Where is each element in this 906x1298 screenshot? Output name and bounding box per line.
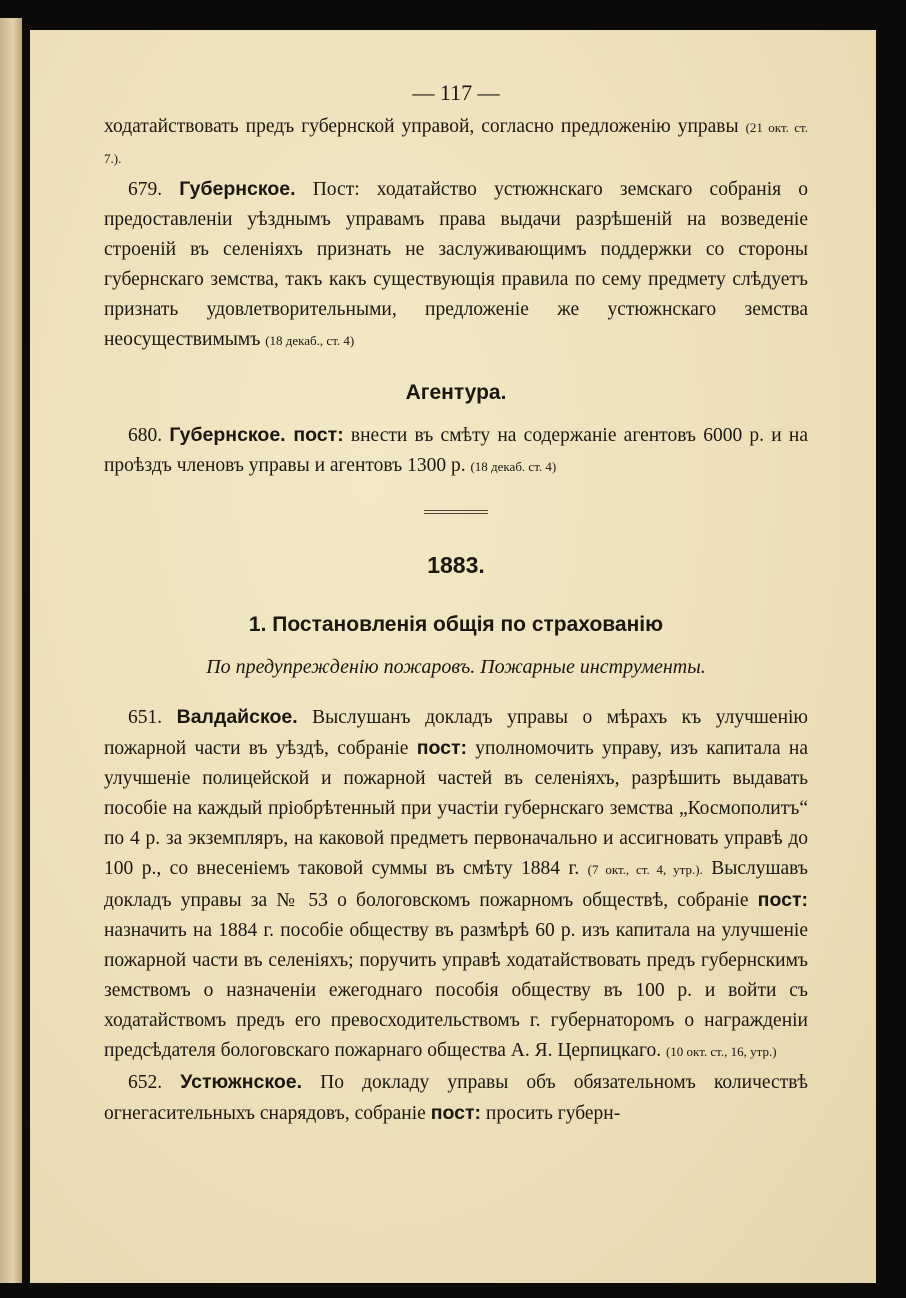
section-heading: 1. Постановленiя общiя по страхованiю bbox=[248, 613, 664, 636]
item-label: Устюжнское. bbox=[180, 1071, 303, 1093]
paragraph-text: Выслушанъ докладъ управы о мѣрахъ къ улучшенiю пожарной части въ уѣздѣ, собранiе bbox=[104, 707, 809, 759]
adjacent-page-edge bbox=[0, 18, 22, 1283]
item-number: 680. bbox=[128, 425, 163, 446]
post-keyword: пост: bbox=[757, 889, 808, 911]
year-heading: 1883. bbox=[427, 552, 485, 578]
reference: (21 окт. ст. 7.). bbox=[104, 120, 808, 166]
item-label: Валдайское. bbox=[176, 706, 298, 728]
paragraph-text: Выслушавъ докладъ управы за № 53 о бологовскомъ пожарномъ обществѣ, собранiе bbox=[104, 858, 808, 911]
item-label: Губернское. bbox=[179, 178, 296, 200]
paragraph-text: По докладу управы объ обязательномъ количествѣ огнегасительныхъ снарядовъ, собранiе bbox=[104, 1072, 809, 1124]
item-number: 652. bbox=[128, 1072, 163, 1093]
paragraph-680 bbox=[104, 420, 808, 482]
paragraph-text: ходатайствовать предъ губернской управой, согласно предложенiю управы bbox=[104, 116, 746, 137]
reference: (7 окт., ст. 4, утр.). bbox=[587, 862, 703, 877]
item-number: 651. bbox=[128, 707, 163, 728]
paragraph-text: просить губерн- bbox=[481, 1103, 621, 1124]
reference: (18 декаб., ст. 4) bbox=[265, 333, 355, 348]
section-heading-agentura: Агентура. bbox=[405, 381, 507, 404]
paragraph-text: назначить на 1884 г. пособiе обществу въ размѣрѣ 60 р. изъ капитала на улучшенiе пожарной части въ селенiяхъ; поручить управѣ ходатайствовать предъ губернскимъ земствомъ о назначенiи ежегоднаго пособiя обществу въ 100 р. и войти съ ходатайствомъ предъ его превосходительствомъ г. губернаторомъ о награжденiи предсѣдателя бологовскаго пожарнаго общества А. Я. Церпицкаго. bbox=[104, 920, 808, 1061]
paragraph-651 bbox=[104, 702, 808, 1067]
reference: (18 декаб. ст. 4) bbox=[470, 459, 557, 474]
item-label: Губернское. bbox=[169, 424, 286, 446]
paragraph-text: уполномочить управу, изъ капитала на улучшенiе полицейской и пожарной частей въ селенiяхъ, разрѣшить выдавать пособiе на каждый прiобрѣтенный при участiи губернскаго земства „Космополитъ“ по 4 р. за экземпляръ, на каковой предметъ первоначально и ассигновать управѣ до 100 р., со внесенiемъ таковой суммы въ смѣту 1884 г. bbox=[104, 738, 808, 879]
page-number: — 117 — bbox=[412, 80, 500, 105]
reference: (10 окт. ст., 16, утр.) bbox=[665, 1044, 777, 1059]
paragraph-continuation bbox=[104, 112, 808, 174]
paragraph-652 bbox=[104, 1067, 808, 1129]
paragraph-text: внести въ смѣту на содержанiе агентовъ 6000 р. и на проѣздъ членовъ управы и агентовъ 1300 р. bbox=[104, 425, 809, 476]
paragraph-679 bbox=[104, 174, 808, 356]
item-number: 679. bbox=[128, 179, 163, 200]
document-page bbox=[30, 30, 876, 1283]
post-keyword: пост: bbox=[285, 424, 344, 446]
post-keyword: пост: bbox=[430, 1102, 482, 1124]
post-keyword: пост: bbox=[416, 737, 468, 759]
section-subtitle: По предупрежденiю пожаровъ. Пожарные инструменты. bbox=[206, 656, 706, 678]
page-text-block bbox=[104, 78, 808, 1129]
paragraph-text: Пост: ходатайство устюжнскаго земскаго собранiя о предоставленiи уѣзднымъ управамъ права выдачи разрѣшенiй на возведенiе строенiй въ селенiяхъ признать не заслуживающимъ поддержки со стороны губернскаго земства, такъ какъ существующiя правила по сему предмету слѣдуетъ признать удовлетворительными, предложенiе же устюжнскаго земства неосуществимымъ bbox=[104, 179, 809, 350]
section-divider bbox=[424, 510, 488, 514]
